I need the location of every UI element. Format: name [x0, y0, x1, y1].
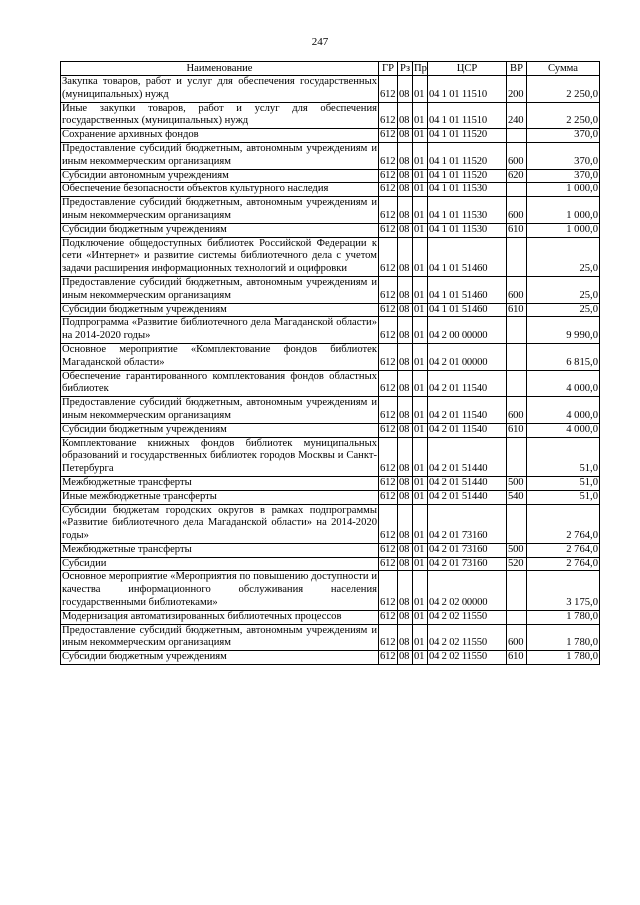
row-vr: 610 — [507, 303, 527, 317]
row-csr: 04 2 01 11540 — [428, 423, 507, 437]
row-name: Подключение общедоступных библиотек Российской Федерации к сети «Интернет» и развитие системы библиотечного дела с учетом задачи расширения информационных технологий и оцифровки — [61, 237, 379, 276]
row-gr: 612 — [379, 317, 398, 344]
row-sum: 1 000,0 — [527, 197, 600, 224]
row-pr: 01 — [413, 317, 428, 344]
row-name: Обеспечение безопасности объектов культурного наследия — [61, 183, 379, 197]
row-pr: 01 — [413, 423, 428, 437]
row-sum: 370,0 — [527, 129, 600, 143]
row-sum: 51,0 — [527, 476, 600, 490]
row-rz: 08 — [398, 476, 413, 490]
row-vr: 540 — [507, 490, 527, 504]
row-pr: 01 — [413, 437, 428, 476]
row-vr — [507, 370, 527, 397]
row-gr: 612 — [379, 557, 398, 571]
row-csr: 04 2 02 11550 — [428, 651, 507, 665]
row-gr: 612 — [379, 476, 398, 490]
row-name: Межбюджетные трансферты — [61, 543, 379, 557]
row-sum: 2 764,0 — [527, 557, 600, 571]
row-name: Комплектование книжных фондов библиотек муниципальных образований и государственных библиотек городов Москвы и Санкт-Петербурга — [61, 437, 379, 476]
row-pr: 01 — [413, 651, 428, 665]
row-rz: 08 — [398, 397, 413, 424]
row-rz: 08 — [398, 276, 413, 303]
row-sum: 4 000,0 — [527, 423, 600, 437]
table-row — [61, 423, 600, 437]
table-row — [61, 169, 600, 183]
row-csr: 04 1 01 11520 — [428, 142, 507, 169]
row-gr: 612 — [379, 543, 398, 557]
row-rz: 08 — [398, 543, 413, 557]
row-name: Подпрограмма «Развитие библиотечного дела Магаданской области» на 2014-2020 годы» — [61, 317, 379, 344]
row-gr: 612 — [379, 423, 398, 437]
row-vr — [507, 343, 527, 370]
row-gr: 612 — [379, 237, 398, 276]
row-name: Основное мероприятие «Мероприятия по повышению доступности и качества информационного обслуживания населения государственными библиотеками» — [61, 571, 379, 610]
row-csr: 04 1 01 11530 — [428, 197, 507, 224]
table-row — [61, 223, 600, 237]
row-sum: 25,0 — [527, 303, 600, 317]
row-vr: 620 — [507, 169, 527, 183]
table-row — [61, 237, 600, 276]
row-gr: 612 — [379, 169, 398, 183]
row-sum: 370,0 — [527, 169, 600, 183]
row-gr: 612 — [379, 370, 398, 397]
row-csr: 04 2 01 73160 — [428, 543, 507, 557]
row-csr: 04 2 01 51440 — [428, 476, 507, 490]
table-row — [61, 504, 600, 543]
row-gr: 612 — [379, 129, 398, 143]
row-gr: 612 — [379, 624, 398, 651]
header-pr: Пр — [414, 63, 427, 74]
row-rz: 08 — [398, 624, 413, 651]
row-csr: 04 2 00 00000 — [428, 317, 507, 344]
row-name: Субсидии бюджетным учреждениям — [61, 423, 379, 437]
table-row — [61, 610, 600, 624]
row-gr: 612 — [379, 276, 398, 303]
row-rz: 08 — [398, 651, 413, 665]
row-pr: 01 — [413, 504, 428, 543]
header-rz: Рз — [398, 62, 413, 76]
table-row — [61, 317, 600, 344]
row-sum: 4 000,0 — [527, 370, 600, 397]
row-sum: 370,0 — [527, 142, 600, 169]
row-sum: 2 764,0 — [527, 543, 600, 557]
row-rz: 08 — [398, 142, 413, 169]
header-name: Наименование — [61, 62, 379, 76]
row-vr: 610 — [507, 651, 527, 665]
row-vr — [507, 317, 527, 344]
row-rz: 08 — [398, 343, 413, 370]
row-vr: 520 — [507, 557, 527, 571]
row-pr: 01 — [413, 370, 428, 397]
row-sum: 1 000,0 — [527, 223, 600, 237]
row-pr: 01 — [413, 102, 428, 129]
row-pr: 01 — [413, 610, 428, 624]
row-vr — [507, 237, 527, 276]
row-pr: 01 — [413, 237, 428, 276]
table-row — [61, 197, 600, 224]
row-gr: 612 — [379, 142, 398, 169]
row-rz: 08 — [398, 317, 413, 344]
table-header-row — [61, 62, 600, 76]
row-pr: 01 — [413, 343, 428, 370]
row-pr: 01 — [413, 397, 428, 424]
row-name: Закупка товаров, работ и услуг для обеспечения государственных (муниципальных) нужд — [61, 76, 379, 103]
row-name: Субсидии бюджетным учреждениям — [61, 651, 379, 665]
row-name: Межбюджетные трансферты — [61, 476, 379, 490]
header-vr: ВР — [507, 62, 527, 76]
row-vr: 600 — [507, 197, 527, 224]
row-rz: 08 — [398, 183, 413, 197]
header-sum: Сумма — [527, 62, 600, 76]
budget-table — [60, 61, 600, 665]
table-row — [61, 343, 600, 370]
table-row — [61, 543, 600, 557]
row-name: Иные закупки товаров, работ и услуг для обеспечения государственных (муниципальных) нужд — [61, 102, 379, 129]
row-sum: 1 780,0 — [527, 651, 600, 665]
row-csr: 04 1 01 11520 — [428, 129, 507, 143]
row-csr: 04 2 01 73160 — [428, 504, 507, 543]
row-vr — [507, 610, 527, 624]
row-vr: 200 — [507, 76, 527, 103]
row-name: Предоставление субсидий бюджетным, автономным учреждениям и иным некоммерческим организациям — [61, 624, 379, 651]
row-gr: 612 — [379, 303, 398, 317]
row-rz: 08 — [398, 610, 413, 624]
row-rz: 08 — [398, 437, 413, 476]
row-csr: 04 2 01 11540 — [428, 397, 507, 424]
row-pr: 01 — [413, 571, 428, 610]
table-row — [61, 651, 600, 665]
row-pr: 01 — [413, 129, 428, 143]
row-rz: 08 — [398, 237, 413, 276]
row-pr: 01 — [413, 76, 428, 103]
row-sum: 4 000,0 — [527, 397, 600, 424]
row-pr: 01 — [413, 490, 428, 504]
row-name: Субсидии бюджетам городских округов в рамках подпрограммы «Развитие библиотечного дела Магаданской области» на 2014-2020 годы» — [61, 504, 379, 543]
row-gr: 612 — [379, 197, 398, 224]
table-row — [61, 102, 600, 129]
row-rz: 08 — [398, 490, 413, 504]
row-name: Основное мероприятие «Комплектование фондов библиотек Магаданской области» — [61, 343, 379, 370]
row-vr — [507, 183, 527, 197]
row-rz: 08 — [398, 169, 413, 183]
header-csr: ЦСР — [428, 62, 507, 76]
row-rz: 08 — [398, 129, 413, 143]
row-sum: 25,0 — [527, 276, 600, 303]
row-vr: 600 — [507, 624, 527, 651]
row-pr: 01 — [413, 476, 428, 490]
row-rz: 08 — [398, 102, 413, 129]
row-csr: 04 1 01 11530 — [428, 183, 507, 197]
row-pr: 01 — [413, 223, 428, 237]
row-pr: 01 — [413, 624, 428, 651]
row-name: Иные межбюджетные трансферты — [61, 490, 379, 504]
row-csr: 04 2 01 51440 — [428, 490, 507, 504]
row-name: Субсидии бюджетным учреждениям — [61, 223, 379, 237]
table-row — [61, 129, 600, 143]
row-csr: 04 1 01 11510 — [428, 76, 507, 103]
table-row — [61, 490, 600, 504]
row-pr: 01 — [413, 303, 428, 317]
row-rz: 08 — [398, 571, 413, 610]
page-number: 247 — [311, 36, 329, 48]
row-pr: 01 — [413, 197, 428, 224]
row-vr: 600 — [507, 142, 527, 169]
row-pr: 01 — [413, 169, 428, 183]
table-row — [61, 303, 600, 317]
row-gr: 612 — [379, 571, 398, 610]
row-gr: 612 — [379, 490, 398, 504]
row-pr: 01 — [413, 142, 428, 169]
row-vr: 500 — [507, 543, 527, 557]
table-row — [61, 557, 600, 571]
row-gr: 612 — [379, 437, 398, 476]
row-vr — [507, 437, 527, 476]
row-name: Предоставление субсидий бюджетным, автономным учреждениям и иным некоммерческим организациям — [61, 197, 379, 224]
row-name: Субсидии — [61, 557, 379, 571]
row-rz: 08 — [398, 76, 413, 103]
row-csr: 04 1 01 51460 — [428, 276, 507, 303]
row-gr: 612 — [379, 76, 398, 103]
row-vr: 500 — [507, 476, 527, 490]
table-row — [61, 183, 600, 197]
row-vr: 600 — [507, 397, 527, 424]
row-rz: 08 — [398, 197, 413, 224]
row-name: Субсидии автономным учреждениям — [61, 169, 379, 183]
row-sum: 1 780,0 — [527, 610, 600, 624]
row-gr: 612 — [379, 504, 398, 543]
row-gr: 612 — [379, 223, 398, 237]
row-csr: 04 2 01 11540 — [428, 370, 507, 397]
row-sum: 1 000,0 — [527, 183, 600, 197]
row-sum: 51,0 — [527, 490, 600, 504]
row-csr: 04 2 01 00000 — [428, 343, 507, 370]
row-vr — [507, 571, 527, 610]
row-rz: 08 — [398, 557, 413, 571]
row-gr: 612 — [379, 610, 398, 624]
row-name: Предоставление субсидий бюджетным, автономным учреждениям и иным некоммерческим организациям — [61, 397, 379, 424]
row-csr: 04 1 01 11510 — [428, 102, 507, 129]
row-sum: 3 175,0 — [527, 571, 600, 610]
row-sum: 2 250,0 — [527, 76, 600, 103]
row-vr: 610 — [507, 423, 527, 437]
row-rz: 08 — [398, 223, 413, 237]
row-csr: 04 2 02 00000 — [428, 571, 507, 610]
row-sum: 1 780,0 — [527, 624, 600, 651]
table-row — [61, 397, 600, 424]
row-name: Обеспечение гарантированного комплектования фондов областных библиотек — [61, 370, 379, 397]
row-gr: 612 — [379, 651, 398, 665]
row-name: Предоставление субсидий бюджетным, автономным учреждениям и иным некоммерческим организациям — [61, 276, 379, 303]
row-csr: 04 2 01 73160 — [428, 557, 507, 571]
row-rz: 08 — [398, 423, 413, 437]
row-gr: 612 — [379, 102, 398, 129]
row-pr: 01 — [413, 276, 428, 303]
row-name: Субсидии бюджетным учреждениям — [61, 303, 379, 317]
row-vr — [507, 129, 527, 143]
row-sum: 2 250,0 — [527, 102, 600, 129]
row-csr: 04 1 01 11530 — [428, 223, 507, 237]
row-rz: 08 — [398, 504, 413, 543]
row-csr: 04 1 01 51460 — [428, 303, 507, 317]
row-sum: 6 815,0 — [527, 343, 600, 370]
row-pr: 01 — [413, 557, 428, 571]
row-csr: 04 2 02 11550 — [428, 624, 507, 651]
row-sum: 2 764,0 — [527, 504, 600, 543]
row-rz: 08 — [398, 370, 413, 397]
header-gr: ГР — [379, 62, 398, 76]
row-name: Предоставление субсидий бюджетным, автономным учреждениям и иным некоммерческим организациям — [61, 142, 379, 169]
table-row — [61, 476, 600, 490]
row-vr — [507, 504, 527, 543]
row-csr: 04 1 01 11520 — [428, 169, 507, 183]
row-csr: 04 2 02 11550 — [428, 610, 507, 624]
row-csr: 04 1 01 51460 — [428, 237, 507, 276]
table-row — [61, 370, 600, 397]
table-row — [61, 624, 600, 651]
row-name: Сохранение архивных фондов — [61, 129, 379, 143]
table-row — [61, 571, 600, 610]
row-gr: 612 — [379, 397, 398, 424]
row-sum: 25,0 — [527, 237, 600, 276]
row-sum: 9 990,0 — [527, 317, 600, 344]
row-vr: 240 — [507, 102, 527, 129]
table-row — [61, 76, 600, 103]
table-row — [61, 276, 600, 303]
row-vr: 610 — [507, 223, 527, 237]
row-name: Модернизация автоматизированных библиотечных процессов — [61, 610, 379, 624]
row-vr: 600 — [507, 276, 527, 303]
table-row — [61, 142, 600, 169]
row-gr: 612 — [379, 183, 398, 197]
row-gr: 612 — [379, 343, 398, 370]
row-rz: 08 — [398, 303, 413, 317]
row-pr: 01 — [413, 183, 428, 197]
table-row — [61, 437, 600, 476]
row-sum: 51,0 — [527, 437, 600, 476]
row-csr: 04 2 01 51440 — [428, 437, 507, 476]
row-pr: 01 — [413, 543, 428, 557]
